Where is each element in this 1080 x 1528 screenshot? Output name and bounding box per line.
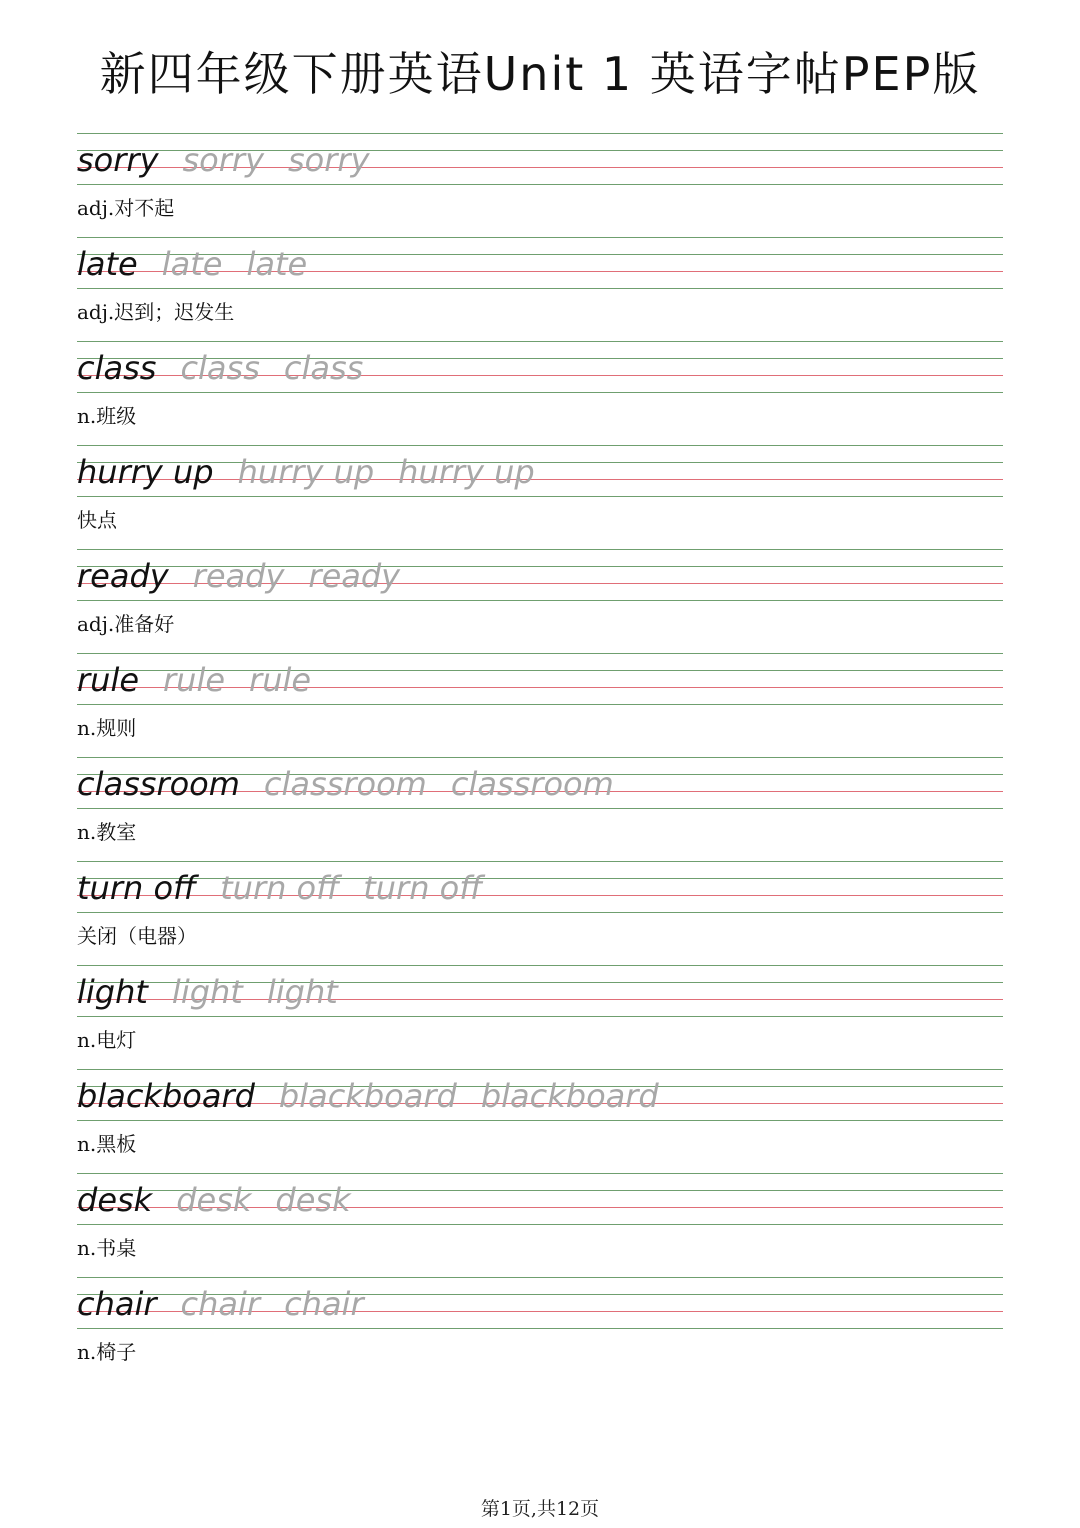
trace-word: hurry up	[237, 453, 375, 491]
vocab-word: sorry	[77, 141, 159, 179]
word-meaning: n.教室	[77, 820, 137, 844]
word-meaning: n.椅子	[77, 1340, 137, 1364]
vocab-word: light	[77, 973, 148, 1011]
trace-word: desk	[275, 1181, 351, 1219]
trace-word: ready	[308, 557, 401, 595]
guide-line	[77, 133, 1003, 134]
word-row	[77, 864, 482, 912]
guide-line	[77, 288, 1003, 289]
copybook-entry	[77, 540, 1003, 644]
trace-word: class	[283, 349, 364, 387]
guide-line	[77, 1016, 1003, 1017]
copybook-entry	[77, 956, 1003, 1060]
guide-line	[77, 1328, 1003, 1329]
guide-line	[77, 1069, 1003, 1070]
vocab-word: turn off	[77, 869, 197, 907]
trace-word: light	[171, 973, 243, 1011]
trace-word: classroom	[263, 765, 427, 803]
word-meaning: 关闭（电器）	[77, 924, 197, 948]
trace-word: desk	[176, 1181, 252, 1219]
word-row	[77, 552, 400, 600]
trace-word: turn off	[220, 869, 340, 907]
copybook-entry	[77, 644, 1003, 748]
guide-line	[77, 808, 1003, 809]
trace-word: late	[161, 245, 223, 283]
copybook-entry	[77, 1164, 1003, 1268]
trace-word: chair	[284, 1285, 364, 1323]
vocab-word: desk	[77, 1181, 153, 1219]
word-meaning: n.规则	[77, 716, 137, 740]
guide-line	[77, 184, 1003, 185]
word-meaning: n.黑板	[77, 1132, 137, 1156]
trace-word: light	[266, 973, 338, 1011]
word-meaning: n.书桌	[77, 1236, 137, 1260]
copybook-entry	[77, 1268, 1003, 1372]
copybook-entry	[77, 228, 1003, 332]
guide-line	[77, 600, 1003, 601]
trace-word: rule	[163, 661, 226, 699]
trace-word: chair	[180, 1285, 261, 1323]
copybook-entry	[77, 332, 1003, 436]
guide-line	[77, 704, 1003, 705]
trace-word: sorry	[182, 141, 264, 179]
guide-line	[77, 549, 1003, 550]
trace-word: late	[246, 245, 308, 283]
word-row	[77, 1176, 351, 1224]
word-row	[77, 656, 311, 704]
word-row	[77, 344, 363, 392]
vocab-word: chair	[77, 1285, 157, 1323]
guide-line	[77, 237, 1003, 238]
vocab-word: late	[77, 245, 138, 283]
guide-line	[77, 861, 1003, 862]
page-title: 新四年级下册英语Unit 1 英语字帖PEP版	[99, 47, 981, 101]
vocab-word: ready	[77, 557, 169, 595]
guide-line	[77, 1224, 1003, 1225]
vocab-word: classroom	[77, 765, 240, 803]
trace-word: rule	[249, 661, 312, 699]
word-meaning: n.电灯	[77, 1028, 137, 1052]
word-row	[77, 760, 614, 808]
copybook-entry	[77, 748, 1003, 852]
copybook-entry	[77, 436, 1003, 540]
word-meaning: adj.准备好	[77, 612, 175, 636]
copybook-sheet	[77, 124, 1003, 1372]
guide-line	[77, 757, 1003, 758]
trace-word: ready	[192, 557, 285, 595]
vocab-word: hurry up	[77, 453, 214, 491]
trace-word: hurry up	[398, 453, 535, 491]
copybook-entry	[77, 1060, 1003, 1164]
word-row	[77, 240, 307, 288]
word-row	[77, 448, 535, 496]
trace-word: blackboard	[278, 1077, 457, 1115]
word-meaning: 快点	[77, 508, 117, 532]
vocab-word: blackboard	[77, 1077, 255, 1115]
guide-line	[77, 912, 1003, 913]
guide-line	[77, 653, 1003, 654]
word-meaning: adj.迟到；迟发生	[77, 300, 235, 324]
word-row	[77, 1280, 364, 1328]
word-row	[77, 968, 338, 1016]
guide-line	[77, 1120, 1003, 1121]
copybook-entry	[77, 852, 1003, 956]
trace-word: class	[180, 349, 260, 387]
word-meaning: adj.对不起	[77, 196, 175, 220]
vocab-word: rule	[77, 661, 140, 699]
word-row	[77, 1072, 659, 1120]
trace-word: blackboard	[480, 1077, 659, 1115]
word-row	[77, 136, 370, 184]
guide-line	[77, 341, 1003, 342]
copybook-entry	[77, 124, 1003, 228]
guide-line	[77, 1173, 1003, 1174]
guide-line	[77, 1277, 1003, 1278]
guide-line	[77, 965, 1003, 966]
vocab-word: class	[77, 349, 157, 387]
word-meaning: n.班级	[77, 404, 137, 428]
trace-word: sorry	[288, 141, 370, 179]
trace-word: classroom	[450, 765, 614, 803]
guide-line	[77, 445, 1003, 446]
guide-line	[77, 392, 1003, 393]
trace-word: turn off	[363, 869, 483, 907]
page-number: 第1页,共12页	[480, 1498, 600, 1520]
guide-line	[77, 496, 1003, 497]
